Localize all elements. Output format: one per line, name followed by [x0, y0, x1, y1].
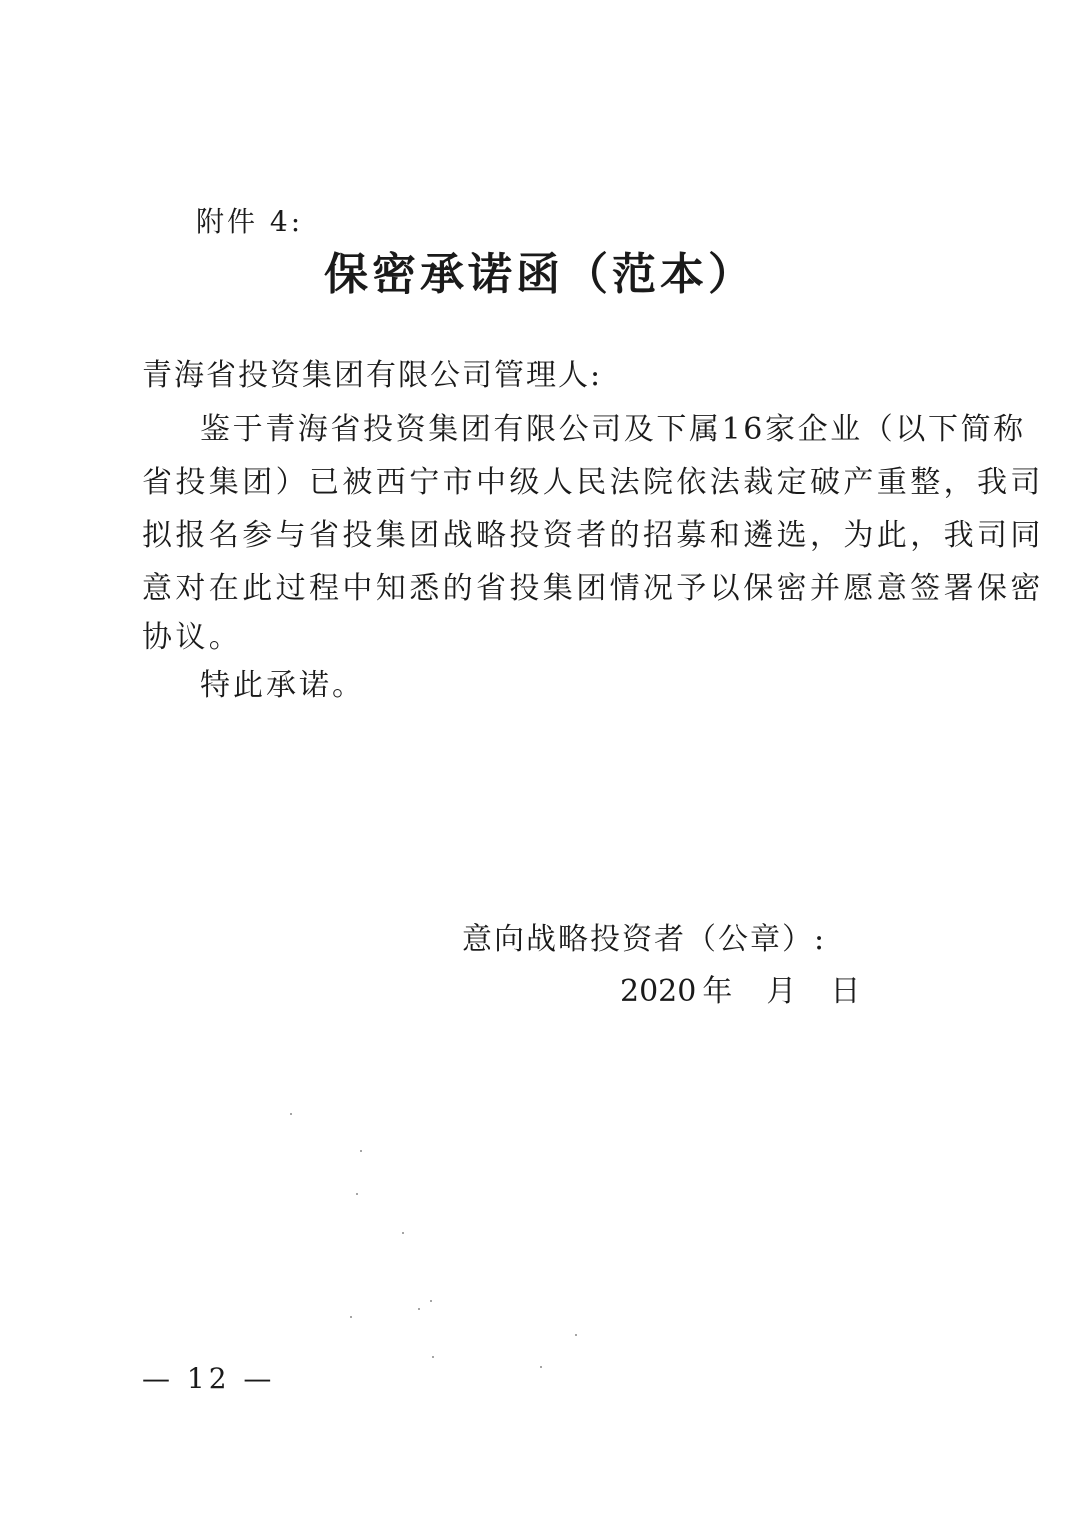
scan-speck [350, 1316, 352, 1318]
scan-speck [418, 1308, 420, 1310]
body-paragraph-line: 协议。 [142, 620, 243, 655]
scan-speck [430, 1300, 432, 1302]
recipient-line: 青海省投资集团有限公司管理人: [142, 358, 603, 393]
date-day-unit: 日 [830, 974, 861, 1009]
document-title: 保密承诺函（范本） [324, 249, 756, 300]
body-paragraph-line: 意对在此过程中知悉的省投集团情况予以保密并愿意签署保密 [142, 571, 1044, 606]
date-month-unit: 月 [766, 974, 797, 1009]
signature-label: 意向战略投资者（公章）: [462, 922, 827, 957]
closing-statement: 特此承诺。 [200, 668, 365, 703]
attachment-label: 附件 4: [196, 205, 304, 238]
scan-speck [356, 1193, 358, 1195]
scan-speck [402, 1232, 404, 1234]
body-paragraph-line: 拟报名参与省投集团战略投资者的招募和遴选，为此，我司同 [142, 518, 1044, 553]
scan-speck [540, 1366, 542, 1368]
body-paragraph-line: 省投集团）已被西宁市中级人民法院依法裁定破产重整，我司 [142, 465, 1044, 500]
scan-speck [290, 1113, 292, 1115]
page-number: — 12 — [142, 1362, 276, 1395]
signature-date [620, 966, 860, 1010]
date-year: 2020 [620, 974, 697, 1009]
date-year-unit: 年 [702, 974, 733, 1009]
body-paragraph-line: 鉴于青海省投资集团有限公司及下属16家企业（以下简称 [200, 412, 1026, 447]
scan-speck [575, 1334, 577, 1336]
scan-speck [360, 1150, 362, 1152]
scan-speck [432, 1356, 434, 1358]
